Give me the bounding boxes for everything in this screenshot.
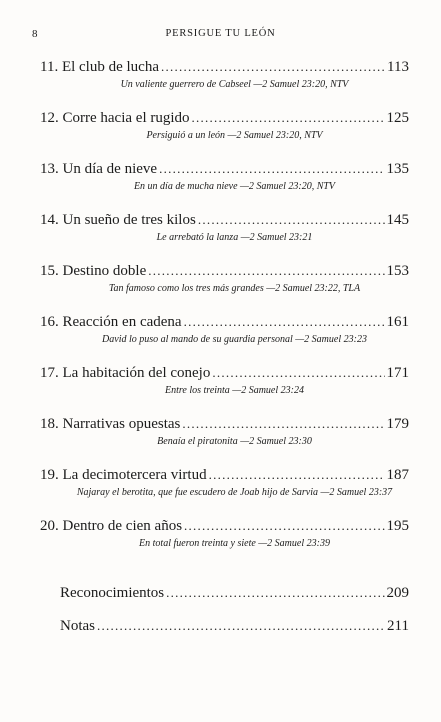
table-of-contents — [40, 58, 409, 650]
page-number: 8 — [32, 28, 38, 40]
dot-leader — [209, 466, 385, 484]
toc-entry — [40, 517, 409, 568]
dot-leader — [184, 313, 385, 331]
chapter-title: 16. Reacción en cadena — [40, 314, 182, 330]
back-matter-page: 209 — [386, 585, 409, 601]
chapter-page: 125 — [386, 110, 409, 126]
toc-entry — [40, 211, 409, 262]
chapter-page: 161 — [386, 314, 409, 330]
chapter-epigraph: David lo puso al mando de su guardia personal —2 Samuel 23:23 — [102, 334, 367, 345]
chapter-page: 171 — [386, 365, 409, 381]
running-title: PERSIGUE TU LEÓN — [165, 28, 276, 39]
page-header — [32, 28, 409, 42]
back-matter-title: Notas — [60, 618, 95, 634]
chapter-page: 113 — [387, 59, 409, 75]
chapter-page: 195 — [386, 518, 409, 534]
chapter-title: 19. La decimotercera virtud — [40, 467, 207, 483]
dot-leader — [192, 109, 385, 127]
chapter-page: 135 — [386, 161, 409, 177]
chapter-title: 20. Dentro de cien años — [40, 518, 183, 534]
toc-entry-notes — [40, 617, 409, 650]
chapter-epigraph: Persiguió a un león —2 Samuel 23:20, NTV — [146, 130, 323, 141]
dot-leader — [97, 617, 385, 635]
toc-entry — [40, 364, 409, 415]
chapter-title: 13. Un día de nieve — [40, 161, 158, 177]
back-matter — [40, 584, 409, 650]
toc-entry — [40, 109, 409, 160]
toc-entry — [40, 415, 409, 466]
chapter-page: 187 — [386, 467, 409, 483]
dot-leader — [161, 58, 385, 76]
chapter-title: 15. Destino doble — [40, 263, 147, 279]
chapter-epigraph: Benaía el piratonita —2 Samuel 23:30 — [157, 436, 312, 447]
chapter-epigraph: Tan famoso como los tres más grandes —2 Samuel 23:22, TLA — [108, 283, 361, 294]
chapter-title: 14. Un sueño de tres kilos — [40, 212, 196, 228]
dot-leader — [166, 584, 384, 602]
chapter-epigraph: Entre los treinta —2 Samuel 23:24 — [165, 385, 304, 396]
chapter-epigraph: En un día de mucha nieve —2 Samuel 23:20, NTV — [133, 181, 336, 192]
chapter-title: 11. El club de lucha — [40, 59, 159, 75]
toc-entry — [40, 160, 409, 211]
toc-entry — [40, 313, 409, 364]
dot-leader — [198, 211, 385, 229]
chapter-epigraph: Najaray el berotita, que fue escudero de Joab hijo de Sarvia —2 Samuel 23:37 — [76, 487, 393, 498]
chapter-page: 145 — [386, 212, 409, 228]
dot-leader — [184, 517, 384, 535]
back-matter-page: 211 — [387, 618, 409, 634]
toc-entry — [40, 262, 409, 313]
dot-leader — [212, 364, 384, 382]
dot-leader — [148, 262, 384, 280]
chapter-page: 179 — [386, 416, 409, 432]
toc-entry-acknowledgements — [40, 584, 409, 617]
chapter-epigraph: Le arrebató la lanza —2 Samuel 23:21 — [156, 232, 313, 243]
dot-leader — [159, 160, 384, 178]
toc-entry — [40, 466, 409, 517]
toc-entry — [40, 58, 409, 109]
chapter-epigraph: Un valiente guerrero de Cabseel —2 Samuel 23:20, NTV — [120, 79, 349, 90]
chapter-title: 17. La habitación del conejo — [40, 365, 211, 381]
chapter-title: 12. Corre hacia el rugido — [40, 110, 190, 126]
back-matter-title: Reconocimientos — [60, 585, 165, 601]
chapter-page: 153 — [386, 263, 409, 279]
chapter-epigraph: En total fueron treinta y siete —2 Samuel 23:39 — [139, 538, 330, 549]
chapter-title: 18. Narrativas opuestas — [40, 416, 181, 432]
dot-leader — [182, 415, 384, 433]
